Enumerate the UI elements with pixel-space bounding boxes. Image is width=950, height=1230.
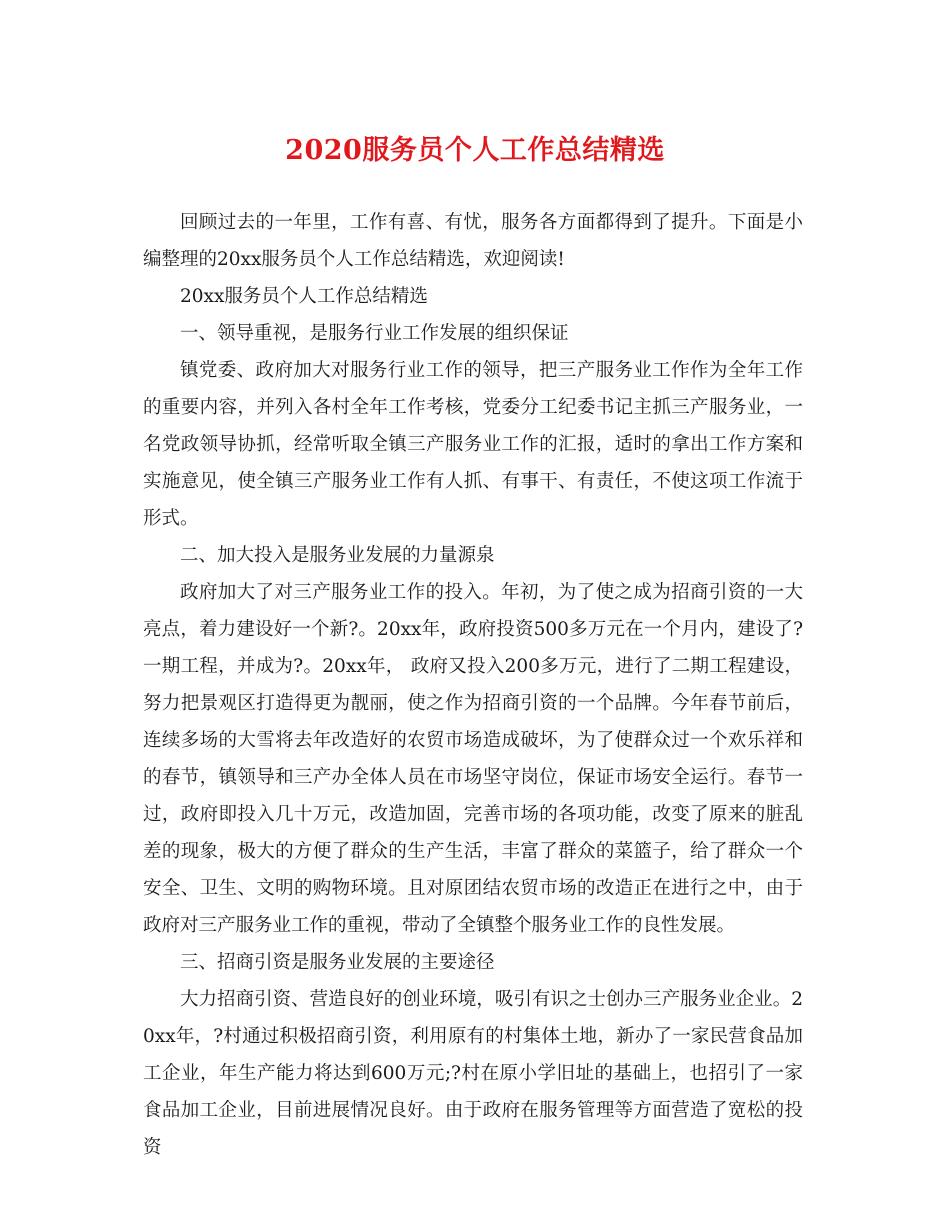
section-body-1: 镇党委、政府加大对服务行业工作的领导，把三产服务业工作作为全年工作的重要内容，并列入各村全年工作考核，党委分工纪委书记主抓三产服务业，一名党政领导协抓，经常听取全镇三产服务业工作的汇报，适时的拿出工作方案和实施意见，使全镇三产服务业工作有人抓、有事干、有责任，不使这项工作流于形式。 bbox=[143, 360, 803, 529]
section-body-3: 大力招商引资、营造良好的创业环境，吸引有识之士创办三产服务业企业。20xx年，?村通过积极招商引资，利用原有的村集体土地，新办了一家民营食品加工企业，年生产能力将达到600万元;?村在原小学旧址的基础上，也招引了一家食品加工企业，目前进展情况良好。由于政府在服务管理等方面营造了宽松的投资 bbox=[143, 989, 803, 1158]
section-heading-1: 一、领导重视，是服务行业工作发展的组织保证 bbox=[180, 323, 569, 344]
document-body bbox=[143, 204, 803, 1166]
document-title: 2020服务员个人工作总结精选 bbox=[285, 135, 665, 166]
section-heading-2: 二、加大投入是服务业发展的力量源泉 bbox=[180, 545, 495, 566]
subtitle-paragraph: 20xx服务员个人工作总结精选 bbox=[180, 286, 428, 307]
section-body-2: 政府加大了对三产服务业工作的投入。年初，为了使之成为招商引资的一大亮点，着力建设好一个新?。20xx年，政府投资500多万元在一个月内，建设了?一期工程，并成为?。20xx年， 政府又投入200多万元，进行了二期工程建设，努力把景观区打造得更为靓丽，使之作为招商引资的一个品牌。今年春节前后，连续多场的大雪将去年改造好的农贸市场造成破坏，为了使群众过一个欢乐祥和的春节，镇领导和三产办全体人员在市场坚守岗位，保证市场安全运行。春节一过，政府即投入几十万元，改造加固，完善市场的各项功能，改变了原来的脏乱差的现象，极大的方便了群众的生产生活，丰富了群众的菜篮子，给了群众一个安全、卫生、文明的购物环境。且对原团结农贸市场的改造正在进行之中，由于政府对三产服务业工作的重视，带动了全镇整个服务业工作的良性发展。 bbox=[143, 582, 803, 936]
section-heading-3: 三、招商引资是服务业发展的主要途径 bbox=[180, 952, 495, 973]
intro-paragraph: 回顾过去的一年里，工作有喜、有忧，服务各方面都得到了提升。下面是小编整理的20xx服务员个人工作总结精选，欢迎阅读! bbox=[143, 212, 803, 270]
